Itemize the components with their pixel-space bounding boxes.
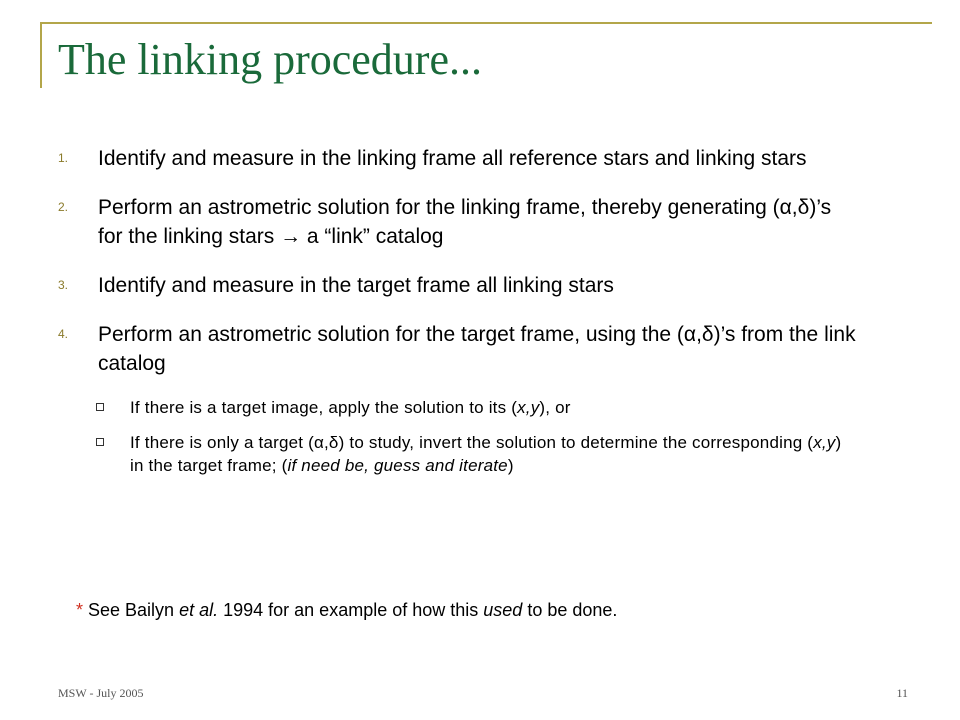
- item-text: [98, 193, 858, 251]
- left-rule: [40, 22, 42, 88]
- footnote: * See Bailyn et al. 1994 for an example of how this used to be done.: [76, 600, 618, 620]
- page-number: 11: [896, 686, 908, 700]
- list-item: [58, 193, 858, 251]
- sub-list-item: [96, 396, 858, 419]
- alpha-delta-symbols: α,δ: [313, 433, 339, 452]
- alpha-delta-symbols: α,δ: [683, 323, 714, 346]
- item-text-b: )’s for the linking stars → a “link” catalog: [98, 196, 832, 248]
- alpha-delta-symbols: α,δ: [779, 196, 810, 219]
- item-number: 1.: [58, 151, 69, 165]
- item-text-b: )’s from the link catalog: [98, 323, 856, 375]
- sub-item-text: If there is a target image, apply the solution to its (x,y), or: [130, 398, 571, 417]
- square-bullet-icon: [96, 438, 104, 446]
- footnote-star: *: [76, 600, 84, 620]
- item-number: 2.: [58, 200, 69, 214]
- slide-title: The linking procedure...: [58, 35, 482, 84]
- numbered-list: [58, 144, 858, 489]
- item-number: 4.: [58, 327, 69, 341]
- sub-list: [96, 396, 858, 477]
- item-text: [98, 320, 858, 378]
- footer-text: MSW - July 2005: [58, 686, 144, 700]
- sub-item-text: If there is only a target (α,δ) to study, invert the solution to determine the corresponding (x,y) in the target frame; (if need be, guess and iterate): [130, 433, 842, 475]
- top-rule: [40, 22, 932, 24]
- item-text-a: Perform an astrometric solution for the target frame, using the (: [98, 323, 684, 346]
- item-number: 3.: [58, 278, 69, 292]
- list-item: [58, 320, 858, 477]
- list-item: [58, 271, 858, 300]
- item-text: Identify and measure in the linking frame all reference stars and linking stars: [98, 147, 807, 170]
- item-text-a: Perform an astrometric solution for the linking frame, thereby generating (: [98, 196, 780, 219]
- list-item: [58, 144, 858, 173]
- sub-list-item: [96, 431, 858, 477]
- square-bullet-icon: [96, 403, 104, 411]
- item-text: Identify and measure in the target frame all linking stars: [98, 274, 614, 297]
